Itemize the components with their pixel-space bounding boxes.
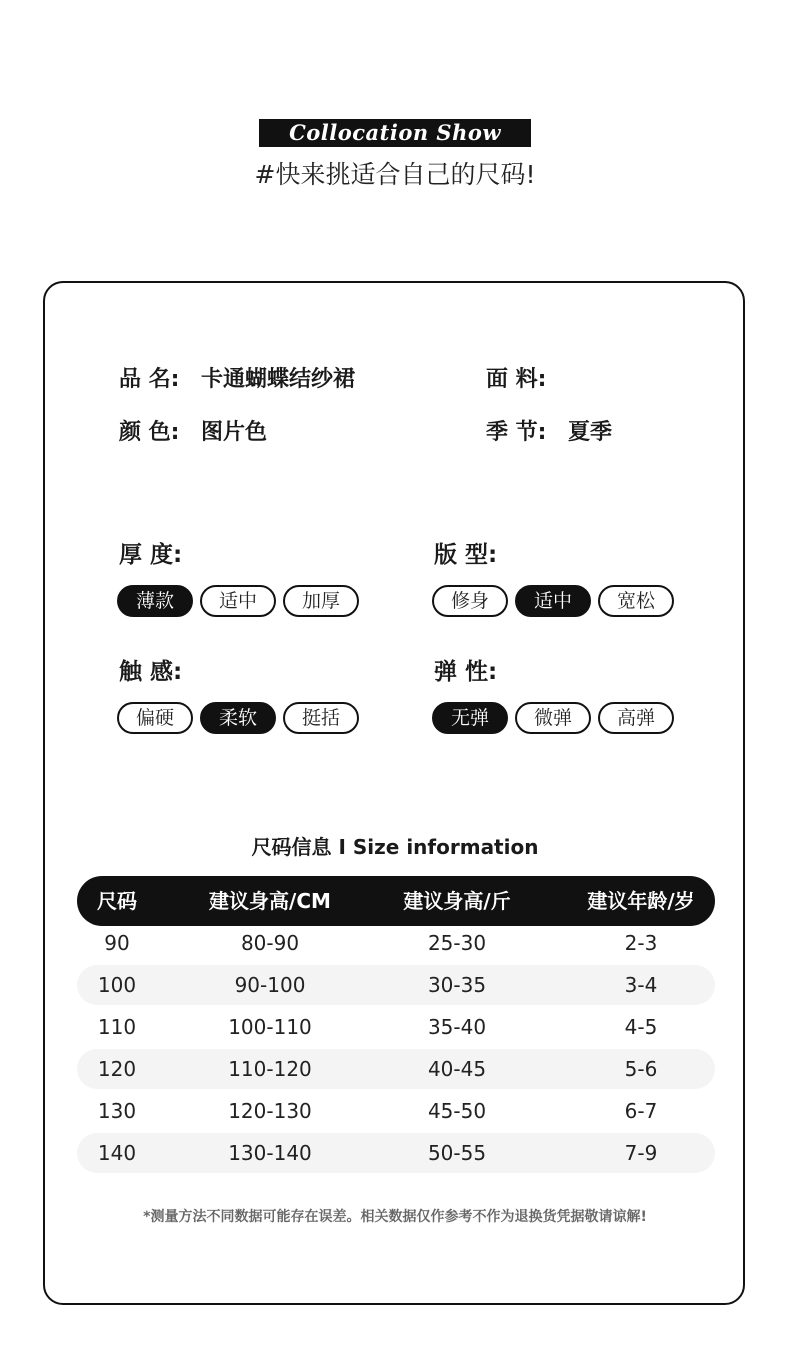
fabric-label: 面 料: [486,367,547,392]
elasticity-options [432,702,674,734]
thickness-option-thick: 加厚 [283,585,359,617]
thickness-option-medium: 适中 [200,585,276,617]
table-cell-height-cm: 110-120 [228,1057,312,1081]
column-header-age: 建议年龄/岁 [587,889,695,913]
column-header-height-cm: 建议身高/CM [209,889,331,913]
table-cell-size: 120 [97,1057,137,1081]
table-cell-size: 130 [97,1099,137,1123]
table-cell-age: 6-7 [624,1099,658,1123]
color-row [119,418,267,448]
table-cell-height-cm: 100-110 [228,1015,312,1039]
color-value: 图片色 [201,420,268,445]
table-cell-age: 7-9 [624,1141,658,1165]
table-cell-height-cm: 80-90 [240,931,300,955]
table-row [77,1133,715,1173]
color-label: 颜 色: [119,420,180,445]
table-cell-height-cm: 90-100 [234,973,306,997]
fabric-row [486,365,568,395]
table-cell-age: 3-4 [624,973,658,997]
elasticity-option-none: 无弹 [432,702,508,734]
season-value: 夏季 [568,420,613,445]
column-header-size: 尺码 [97,889,137,913]
thickness-title: 厚 度: [119,542,183,568]
table-cell-size: 100 [97,973,137,997]
season-label: 季 节: [486,420,547,445]
table-cell-size: 90 [104,931,130,955]
table-cell-height-cm: 130-140 [228,1141,312,1165]
touch-options [117,702,359,734]
thickness-options [117,585,359,617]
table-cell-weight-jin: 35-40 [427,1015,487,1039]
product-name-value: 卡通蝴蝶结纱裙 [201,367,356,392]
table-cell-weight-jin: 45-50 [427,1099,487,1123]
fit-title: 版 型: [434,542,498,568]
table-cell-age: 5-6 [624,1057,658,1081]
banner-collocation-show: Collocation Show [259,119,531,147]
elasticity-option-slight: 微弹 [515,702,591,734]
table-cell-weight-jin: 40-45 [427,1057,487,1081]
table-cell-weight-jin: 25-30 [427,931,487,955]
touch-option-crisp: 挺括 [283,702,359,734]
size-table-title: 尺码信息 I Size information [251,835,539,859]
table-cell-height-cm: 120-130 [228,1099,312,1123]
elasticity-option-high: 高弹 [598,702,674,734]
table-cell-size: 110 [97,1015,137,1039]
table-cell-age: 2-3 [624,931,658,955]
table-row [77,1049,715,1089]
page-subtitle: #快来挑适合自己的尺码! [254,160,536,189]
product-name-label: 品 名: [119,367,180,392]
table-row [77,1091,715,1131]
touch-title: 触 感: [119,659,183,685]
table-row [77,965,715,1005]
elasticity-title: 弹 性: [434,659,498,685]
thickness-option-thin: 薄款 [117,585,193,617]
season-row [486,418,612,448]
touch-option-soft: 柔软 [200,702,276,734]
measurement-disclaimer: *测量方法不同数据可能存在误差。相关数据仅作参考不作为退换货凭据敬请谅解! [143,1209,647,1225]
touch-option-stiff: 偏硬 [117,702,193,734]
size-table-header [77,876,715,926]
table-cell-weight-jin: 50-55 [427,1141,487,1165]
table-cell-size: 140 [97,1141,137,1165]
fit-option-regular: 适中 [515,585,591,617]
fit-option-loose: 宽松 [598,585,674,617]
table-cell-weight-jin: 30-35 [427,973,487,997]
table-row [77,1007,715,1047]
table-cell-age: 4-5 [624,1015,658,1039]
fit-options [432,585,674,617]
column-header-weight-jin: 建议身高/斤 [403,889,511,913]
fit-option-slim: 修身 [432,585,508,617]
product-name-row [119,365,355,395]
table-row [77,923,715,963]
